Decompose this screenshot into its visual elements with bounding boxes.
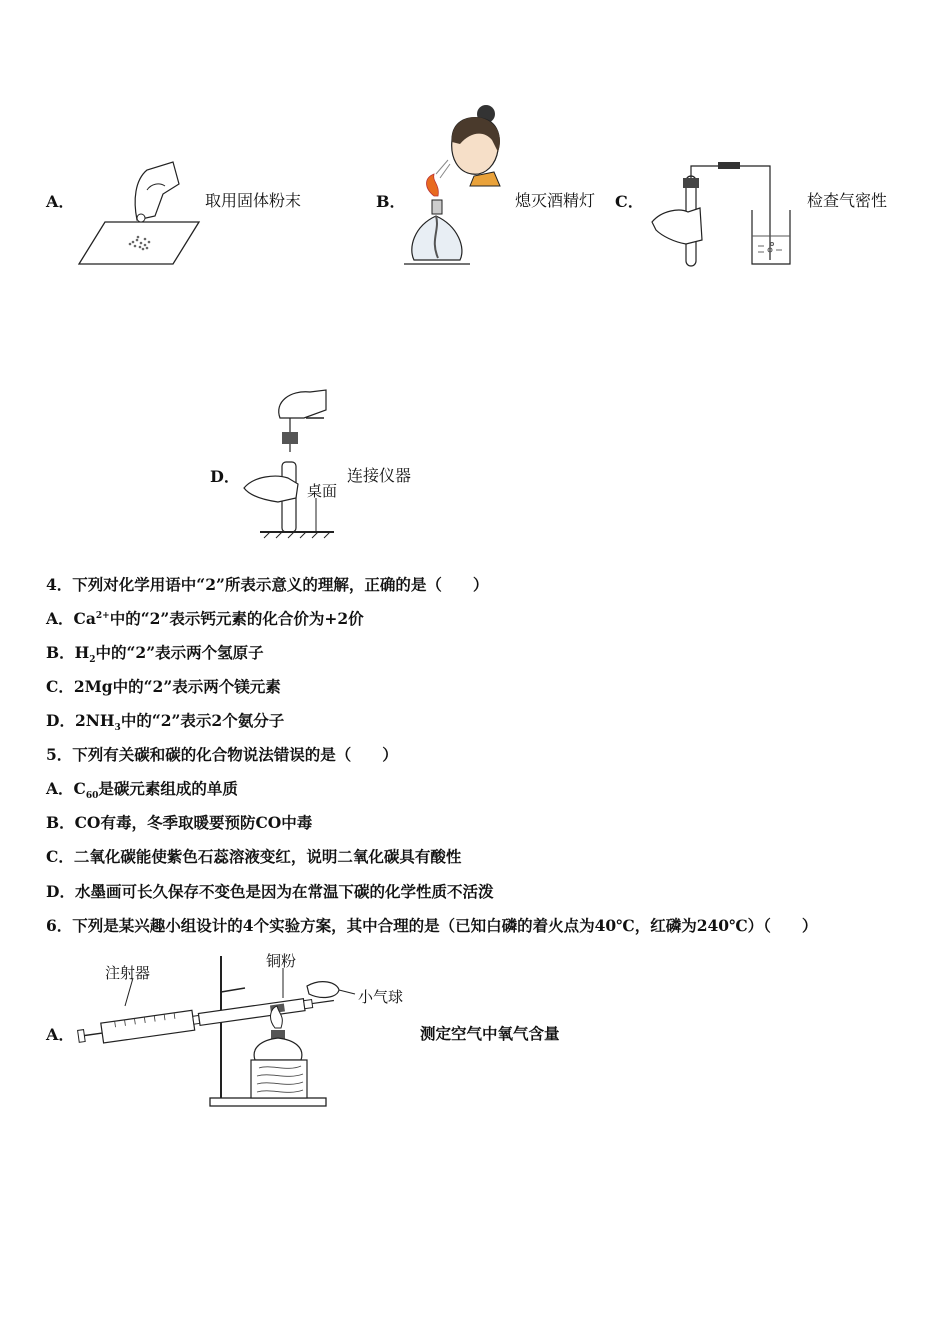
blow-out-lamp-illustration	[400, 100, 510, 270]
q4-option-b: B．$H_2$中的“2”表示两个氢原子	[46, 643, 264, 666]
q4-stem: 4．下列对化学用语中“2”所表示意义的理解，正确的是（ ）	[46, 575, 489, 594]
option-b-caption: 熄灭酒精灯	[515, 191, 596, 210]
option-c-letter: C．	[615, 192, 644, 211]
balloon-label: 小气球	[358, 988, 404, 1006]
syringe-label: 注射器	[105, 964, 151, 982]
q5-option-a: A．$C_{60}$是碳元素组成的单质	[46, 779, 238, 802]
q5-option-d: D．水墨画可长久保存不变色是因为在常温下碳的化学性质不活泼	[46, 882, 494, 901]
q4-option-c: C．2Mg中的“2”表示两个镁元素	[46, 677, 281, 696]
q5-option-b: B．CO有毒，冬季取暖要预防CO中毒	[46, 813, 313, 832]
connect-apparatus-illustration	[240, 388, 350, 538]
q5-option-c: C．二氧化碳能使紫色石蕊溶液变红，说明二氧化碳具有酸性	[46, 847, 462, 866]
option-d-letter: D．	[210, 467, 240, 486]
q4-option-a: A．$Ca^{2+}$中的“2”表示钙元素的化合价为+2价	[46, 609, 364, 628]
option-a-letter: A．	[46, 192, 75, 211]
option-b-letter: B．	[376, 192, 406, 211]
airtightness-check-illustration	[650, 160, 810, 270]
powder-scoop-illustration	[75, 160, 205, 270]
option-c-caption: 检查气密性	[807, 191, 888, 210]
q6-option-a-caption: 测定空气中氧气含量	[420, 1024, 560, 1043]
copper-powder-label: 铜粉	[266, 952, 297, 970]
q6-stem: 6．下列是某兴趣小组设计的4个实验方案，其中合理的是（已知白磷的着火点为40℃，红磷为240℃）（ ）	[46, 916, 818, 935]
desk-label: 桌面	[307, 482, 338, 500]
q5-stem: 5．下列有关碳和碳的化合物说法错误的是（ ）	[46, 745, 398, 764]
option-d-caption: 连接仪器	[347, 466, 412, 485]
q6-option-a-letter: A．	[46, 1025, 75, 1044]
q4-option-d: D．$2NH_3$中的“2”表示2个氨分子	[46, 711, 285, 734]
option-a-caption: 取用固体粉末	[205, 191, 302, 210]
